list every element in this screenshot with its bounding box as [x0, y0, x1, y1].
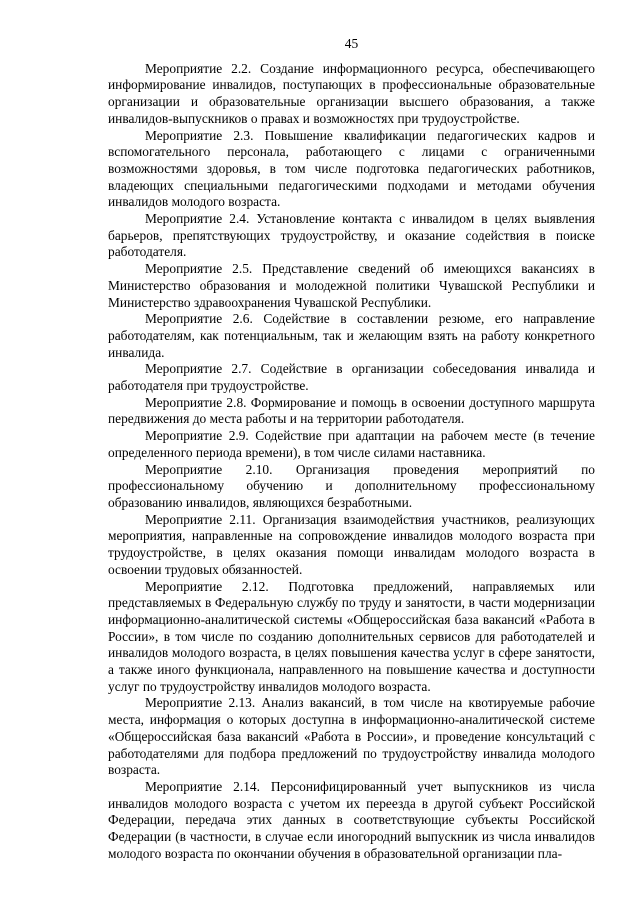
page-number: 45: [344, 36, 359, 51]
paragraph-measure-2-11: Мероприятие 2.11. Организация взаимодействия участников, реализующих мероприятия, направленные на сопровождение инвалидов молодого возраста при трудоустройстве, в целях оказания помощи инвалидам молодого возраста в освоении трудовых обязанностей.: [108, 511, 595, 577]
paragraph-measure-2-9: Мероприятие 2.9. Содействие при адаптации на рабочем месте (в течение определенного периода времени), в том числе силами наставника.: [108, 428, 595, 460]
paragraph-measure-2-13: Мероприятие 2.13. Анализ вакансий, в том числе на квотируемые рабочие места, информация о которых доступна в информационно-аналитической системе «Общероссийская база вакансий «Работа в России», и проведение консультаций с работодателями для подбора предложений по трудоустройству инвалида молодого возраста.: [108, 695, 595, 778]
paragraph-measure-2-6: Мероприятие 2.6. Содействие в составлении резюме, его направление работодателям, как потенциальным, так и желающим взять на работу конкретного инвалида.: [108, 311, 595, 360]
paragraph-measure-2-5: Мероприятие 2.5. Представление сведений об имеющихся вакансиях в Министерство образования и молодежной политики Чувашской Республики и Министерство здравоохранения Чувашской Республики.: [108, 261, 595, 310]
paragraph-measure-2-8: Мероприятие 2.8. Формирование и помощь в освоении доступного маршрута передвижения до места работы и на территории работодателя.: [108, 394, 595, 427]
paragraph-measure-2-12: Мероприятие 2.12. Подготовка предложений, направляемых или представляемых в Федеральную службу по труду и занятости, в части модернизации информационно-аналитической системы «Общероссийская база вакансий «Работа в России», в том числе по созданию дополнительных сервисов для работодателей и инвалидов молодого возраста, в целях повышения качества услуг в сфере занятости, а также иного функционала, направленного на повышение качества и доступности услуг по трудоустройству инвалидов молодого возраста.: [108, 578, 595, 694]
paragraph-measure-2-2: Мероприятие 2.2. Создание информационного ресурса, обеспечивающего информирование инвалидов, поступающих в профессиональные образовательные организации и образовательные организации высшего образования, а также инвалидов-выпускников о правах и возможностях при трудоустройстве.: [108, 60, 595, 126]
paragraph-measure-2-7: Мероприятие 2.7. Содействие в организации собеседования инвалида и работодателя при трудоустройстве.: [108, 361, 595, 394]
paragraph-measure-2-14: Мероприятие 2.14. Персонифицированный учет выпускников из числа инвалидов молодого возраста с учетом их переезда в другой субъект Российской Федерации, передача этих данных в соответствующие субъекты Российской Федерации (в частности, в случае если иногородний выпускник из числа инвалидов молодого возраста по окончании обучения в образовательной организации пла-: [108, 778, 595, 861]
paragraph-measure-2-10: Мероприятие 2.10. Организация проведения мероприятий по профессиональному обучению и дополнительному профессиональному образованию инвалидов, являющихся безработными.: [108, 461, 595, 510]
paragraph-measure-2-3: Мероприятие 2.3. Повышение квалификации педагогических кадров и вспомогательного персонала, работающего с лицами с ограниченными возможностями здоровья, в том числе подготовка педагогических работников, владеющих специальными педагогическими подходами и методами обучения инвалидов молодого возраста.: [108, 127, 595, 210]
document-page: [108, 36, 595, 862]
paragraph-measure-2-4: Мероприятие 2.4. Установление контакта с инвалидом в целях выявления барьеров, препятствующих трудоустройству, и оказание содействия в поиске работодателя.: [108, 211, 595, 260]
